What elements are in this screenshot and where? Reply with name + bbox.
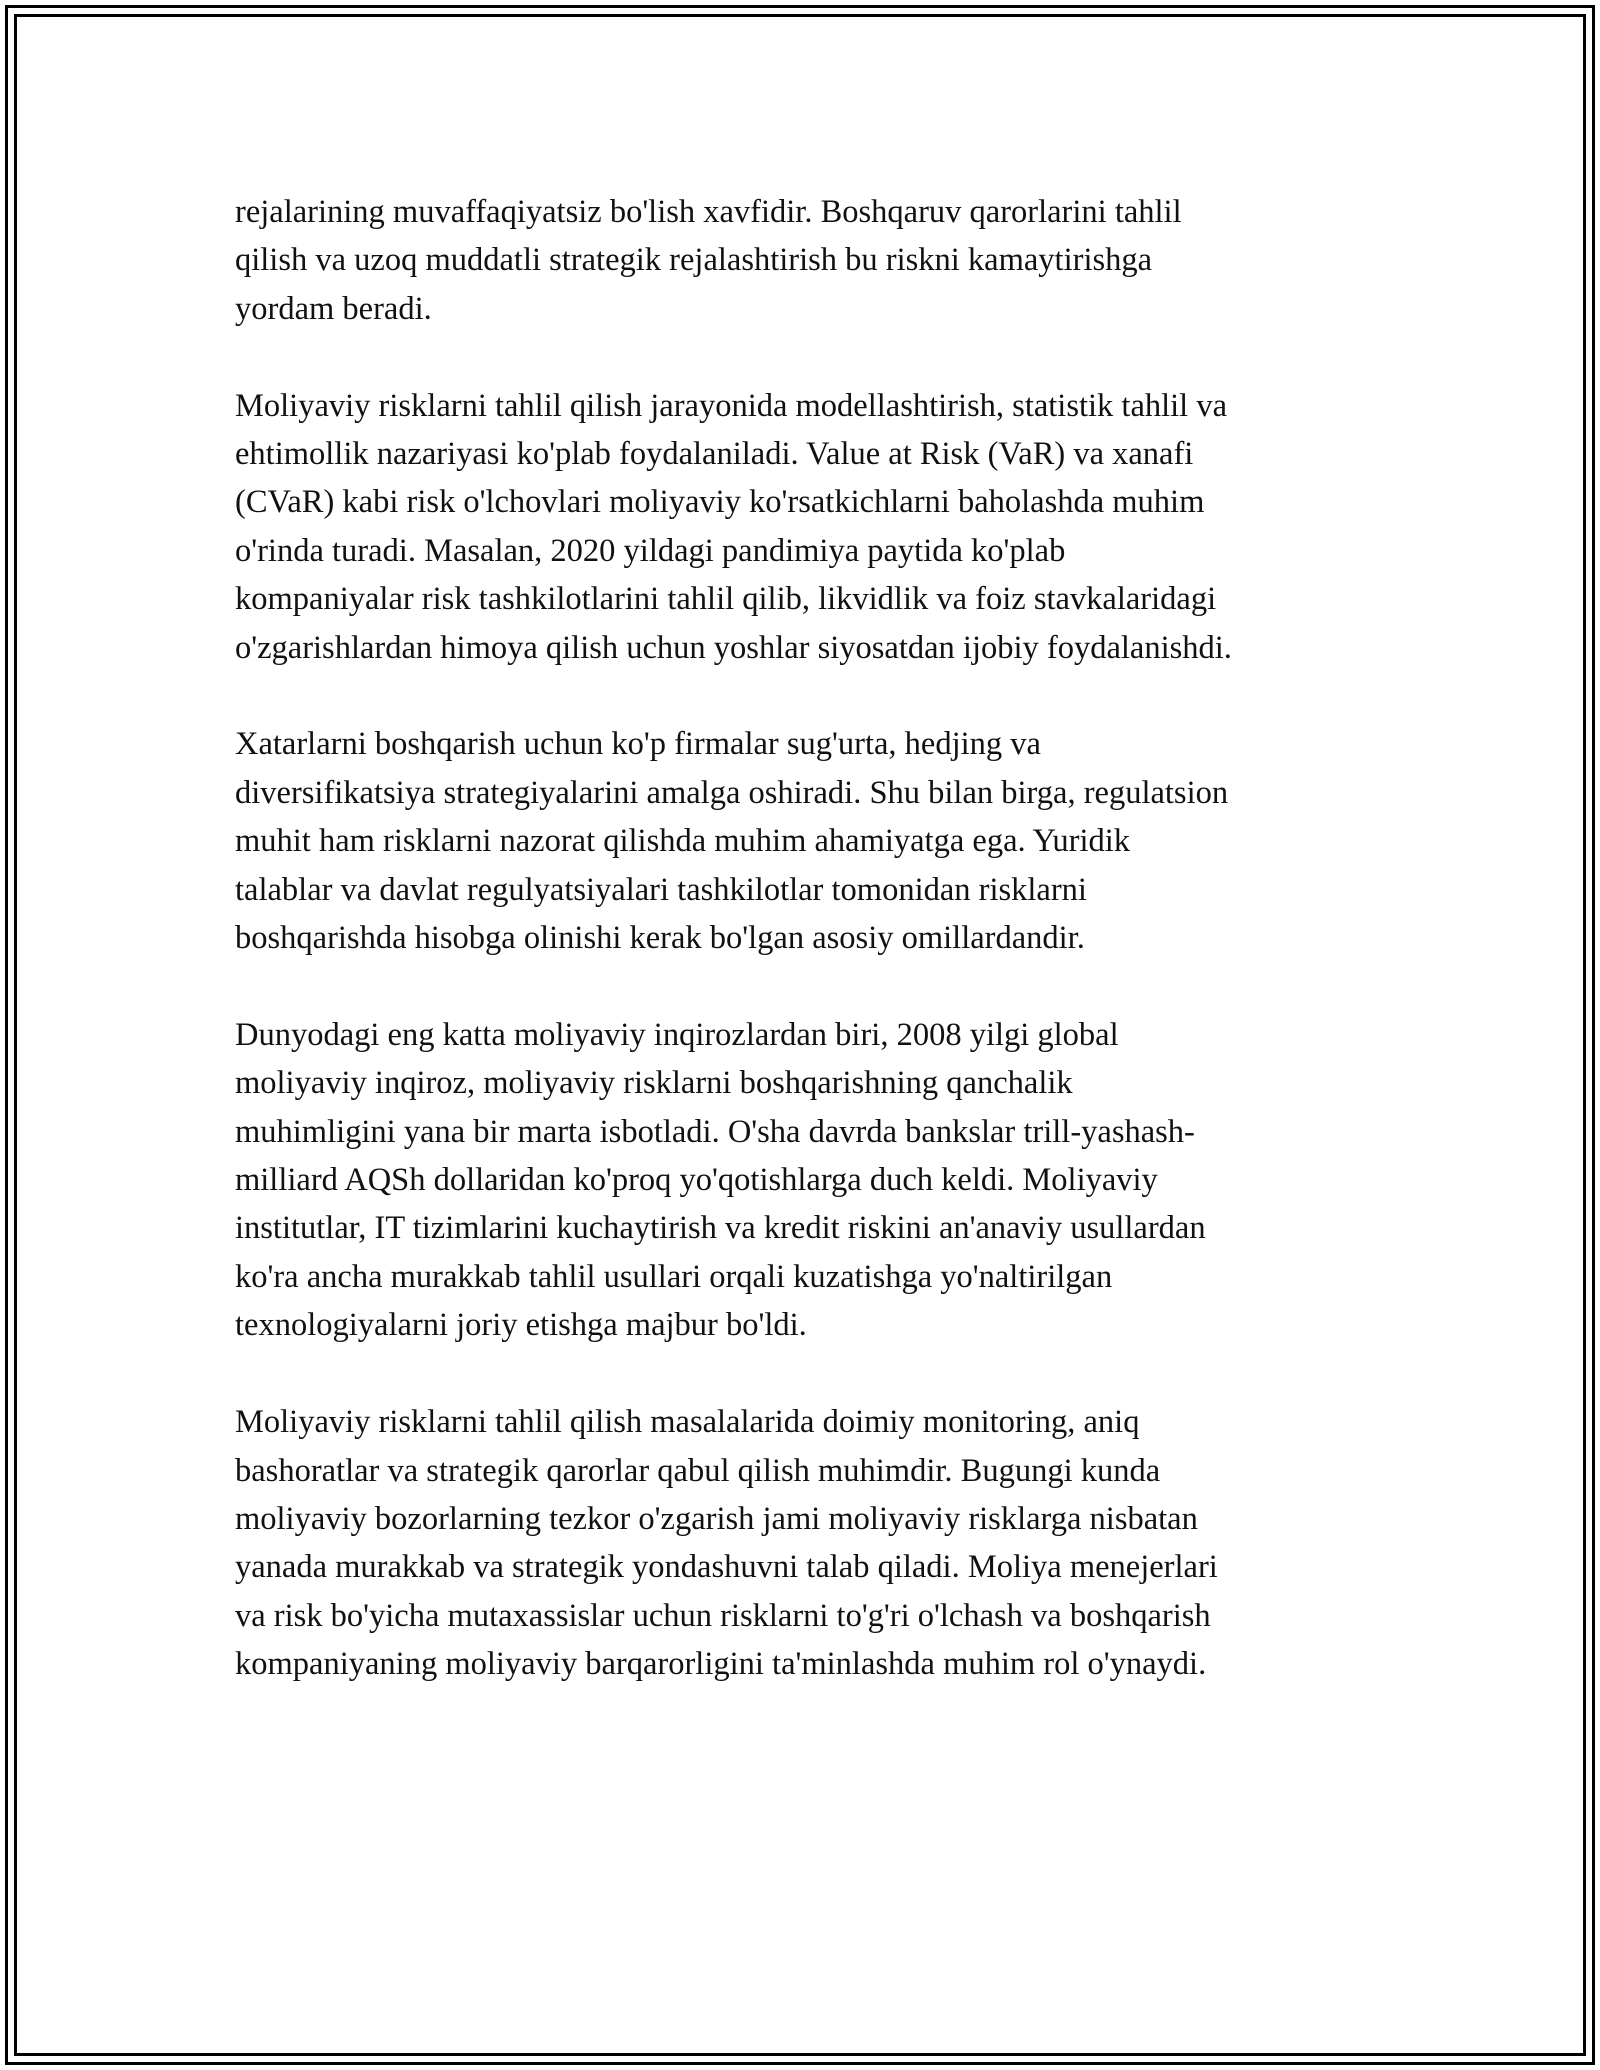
text-line: yanada murakkab va strategik yondashuvni talab qiladi. Moliya menejerlari	[235, 1549, 1218, 1586]
text-line: muhimligini yana bir marta isbotladi. O'sha davrda bankslar trill-yashash-	[235, 1113, 1195, 1150]
paragraph	[235, 382, 1385, 672]
text-line: Dunyodagi eng katta moliyaviy inqirozlardan biri, 2008 yilgi global	[235, 1016, 1119, 1053]
paragraph	[235, 720, 1385, 962]
text-line: muhit ham risklarni nazorat qilishda muhim ahamiyatga ega. Yuridik	[235, 823, 1131, 860]
text-line: qilish va uzoq muddatli strategik rejalashtirish bu riskni kamaytirishga	[235, 242, 1153, 279]
text-line: ehtimollik nazariyasi ko'plab foydalaniladi. Value at Risk (VaR) va xanafi	[235, 436, 1194, 473]
text-line: Xatarlarni boshqarish uchun ko'p firmalar sug'urta, hedjing va	[235, 726, 1041, 763]
text-line: o'rinda turadi. Masalan, 2020 yildagi pandimiya paytida ko'plab	[235, 532, 1066, 569]
text-line: boshqarishda hisobga olinishi kerak bo'lgan asosiy omillardandir.	[235, 920, 1085, 957]
paragraph	[235, 188, 1385, 333]
text-line: kompaniyaning moliyaviy barqarorligini ta'minlashda muhim rol o'ynaydi.	[235, 1646, 1207, 1683]
text-line: rejalarining muvaffaqiyatsiz bo'lish xavfidir. Boshqaruv qarorlarini tahlil	[235, 194, 1182, 230]
text-line: o'zgarishlardan himoya qilish uchun yoshlar siyosatdan ijobiy foydalanishdi.	[235, 629, 1232, 666]
text-line: diversifikatsiya strategiyalarini amalga oshiradi. Shu bilan birga, regulatsion	[235, 774, 1229, 811]
text-line: yordam beradi.	[235, 290, 432, 327]
text-line: texnologiyalarni joriy etishga majbur bo'ldi.	[235, 1307, 807, 1344]
text-line: Moliyaviy risklarni tahlil qilish jarayonida modellashtirish, statistik tahlil va	[235, 387, 1228, 424]
text-line: bashoratlar va strategik qarorlar qabul qilish muhimdir. Bugungi kunda	[235, 1452, 1161, 1489]
text-line: moliyaviy bozorlarning tezkor o'zgarish jami moliyaviy risklarga nisbatan	[235, 1500, 1198, 1537]
text-line: ko'ra ancha murakkab tahlil usullari orqali kuzatishga yo'naltirilgan	[235, 1258, 1113, 1295]
text-line: Moliyaviy risklarni tahlil qilish masalalarida doimiy monitoring, aniq	[235, 1404, 1140, 1441]
paragraph	[235, 1011, 1385, 1350]
text-line: institutlar, IT tizimlarini kuchaytirish va kredit riskini an'anaviy usullardan	[235, 1210, 1206, 1247]
document-body	[235, 188, 1385, 1737]
text-line: talablar va davlat regulyatsiyalari tashkilotlar tomonidan risklarni	[235, 871, 1087, 908]
text-line: kompaniyalar risk tashkilotlarini tahlil qilib, likvidlik va foiz stavkalaridagi	[235, 581, 1217, 618]
text-line: (CVaR) kabi risk o'lchovlari moliyaviy ko'rsatkichlarni baholashda muhim	[235, 484, 1205, 521]
paragraph	[235, 1398, 1385, 1688]
text-line: moliyaviy inqiroz, moliyaviy risklarni boshqarishning qanchalik	[235, 1065, 1073, 1102]
text-line: va risk bo'yicha mutaxassislar uchun risklarni to'g'ri o'lchash va boshqarish	[235, 1597, 1211, 1634]
text-line: milliard AQSh dollaridan ko'proq yo'qotishlarga duch keldi. Moliyaviy	[235, 1162, 1158, 1199]
